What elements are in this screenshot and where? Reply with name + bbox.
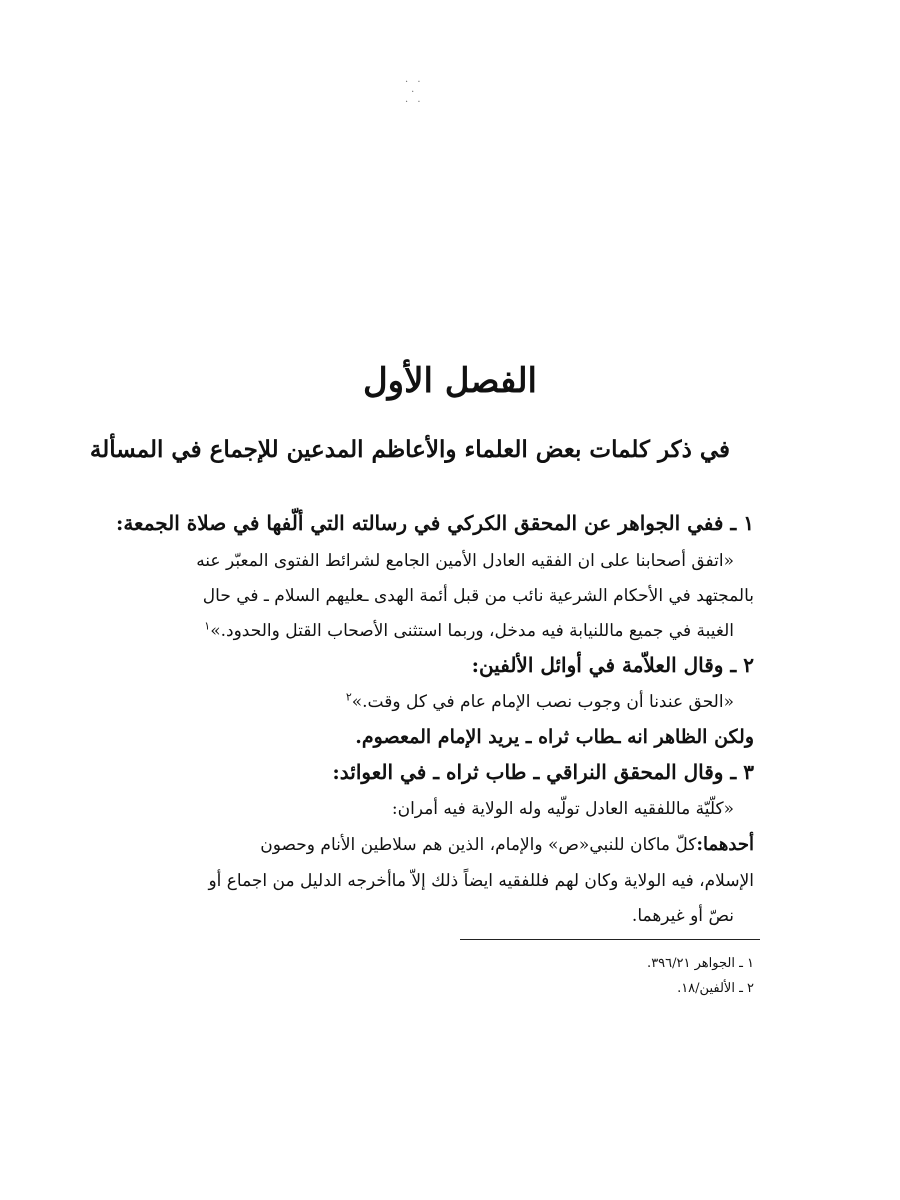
decorative-dots: · · · · · <box>405 77 424 108</box>
item-3-first-label: أحدهما: <box>696 834 754 855</box>
item-2-heading: ٢ ـ وقال العلاّمة في أوائل الألفين: <box>471 653 754 677</box>
item-2-quote <box>346 685 734 719</box>
chapter-title: الفصل الأول <box>362 361 538 401</box>
item-3-line-2: الإسلام، فيه الولاية وكان لهم فللفقيه ايضاً ذلك إلاّ ماأخرجه الدليل من اجماع أو <box>208 871 754 891</box>
chapter-subtitle: في ذكر كلمات بعض العلماء والأعاظم المدعين للإجماع في المسألة <box>89 436 730 463</box>
item-1-quote-text: الغيبة في جميع ماللنيابة فيه مدخل، وربما استثنى الأصحاب القتل والحدود.» <box>210 621 734 641</box>
footnote-2: ٢ ـ الألفين/١٨. <box>677 981 754 996</box>
item-1-heading: ١ ـ ففي الجواهر عن المحقق الكركي في رسالته التي ألّفها في صلاة الجمعة: <box>115 511 754 535</box>
item-3-line-1 <box>260 828 754 862</box>
item-2-note: ولكن الظاهر انه ـطاب ثراه ـ يريد الإمام المعصوم. <box>355 726 754 748</box>
item-2-quote-text: «الحق عندنا أن وجوب نصب الإمام عام في كل وقت.» <box>351 692 734 712</box>
item-3-line-3: نصّ أو غيرهما. <box>631 906 734 926</box>
footnote-1: ١ ـ الجواهر ٣٩٦/٢١. <box>647 956 754 971</box>
item-1-quote-line-1: «اتفق أصحابنا على ان الفقيه العادل الأمين الجامع لشرائط الفتوى المعبّر عنه <box>196 551 734 571</box>
item-1-quote-line-3 <box>204 614 734 648</box>
footnote-ref-2: ٢ <box>345 690 352 704</box>
item-3-heading: ٣ ـ وقال المحقق النراقي ـ طاب ثراه ـ في العوائد: <box>332 760 754 784</box>
item-1-quote-line-2: بالمجتهد في الأحكام الشرعية نائب من قبل أئمة الهدى ـعليهم السلام ـ في حال <box>202 586 754 606</box>
footnote-ref-1: ١ <box>204 619 211 633</box>
item-3-quote: «كلّيّة ماللفقيه العادل تولّيه وله الولاية فيه أمران: <box>391 799 734 819</box>
item-3-first-rest: كلّ ماكان للنبي«ص» والإمام، الذين هم سلاطين الأنام وحصون <box>260 835 697 855</box>
footnote-divider <box>460 939 760 940</box>
